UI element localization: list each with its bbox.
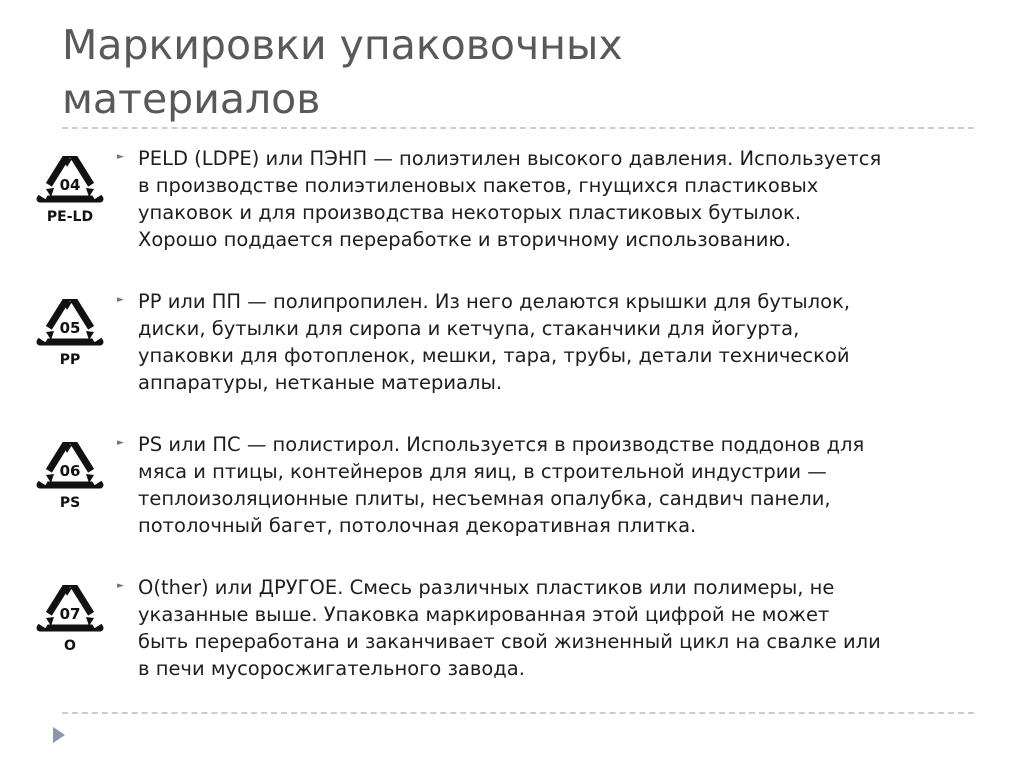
recycle-triangle-icon (34, 431, 106, 517)
item-text: O(ther) или ДРУГОЕ. Смесь различных пластиков или полимеры, не указанные выше. Упаковка маркированная этой цифрой не может быть переработана и заканчивает свой жизненный цикл на свалке или в печи мусоросжигательного завода. (138, 576, 881, 680)
symbol-code: 04 (59, 176, 81, 194)
slide-title: Маркировки упаковочных материалов (62, 21, 623, 123)
symbol-code: 05 (59, 319, 81, 337)
recycle-triangle-icon (34, 574, 106, 660)
recycle-triangle-icon (34, 288, 106, 374)
symbol-code: 06 (59, 462, 81, 480)
bullet-marker: ► (117, 438, 124, 448)
bullet-marker: ► (117, 295, 124, 305)
bullet-marker: ► (117, 581, 124, 591)
recycle-triangle-icon (34, 145, 106, 231)
bullet-marker: ► (117, 152, 124, 162)
symbol-code: 07 (59, 605, 81, 623)
bottom-divider (62, 712, 974, 714)
symbol-abbr: PE-LD (46, 209, 94, 225)
symbol-abbr: PS (59, 495, 81, 511)
item-text: PELD (LDPE) или ПЭНП — полиэтилен высокого давления. Используется в производстве полиэтиленовых пакетов, гнущихся пластиковых упаковок и для производства некоторых пластиковых бутылок. Хорошо поддается переработке и вторичному использованию. (138, 147, 882, 251)
next-slide-arrow-icon[interactable] (52, 726, 66, 748)
item-text: PP или ПП — полипропилен. Из него делаются крышки для бутылок, диски, бутылки для сиропа и кетчупа, стаканчики для йогурта, упаковки для фотопленок, мешки, тара, трубы, детали технической аппаратуры, нетканые материалы. (138, 290, 851, 394)
symbol-abbr: PP (59, 352, 81, 368)
symbol-abbr: O (64, 638, 76, 654)
item-text: PS или ПС — полистирол. Используется в производстве поддонов для мяса и птицы, контейнеров для яиц, в строительной индустрии — теплоизоляционные плиты, несъемная опалубка, сандвич панели, потолочный багет, потолочная декоративная плитка. (138, 433, 865, 537)
